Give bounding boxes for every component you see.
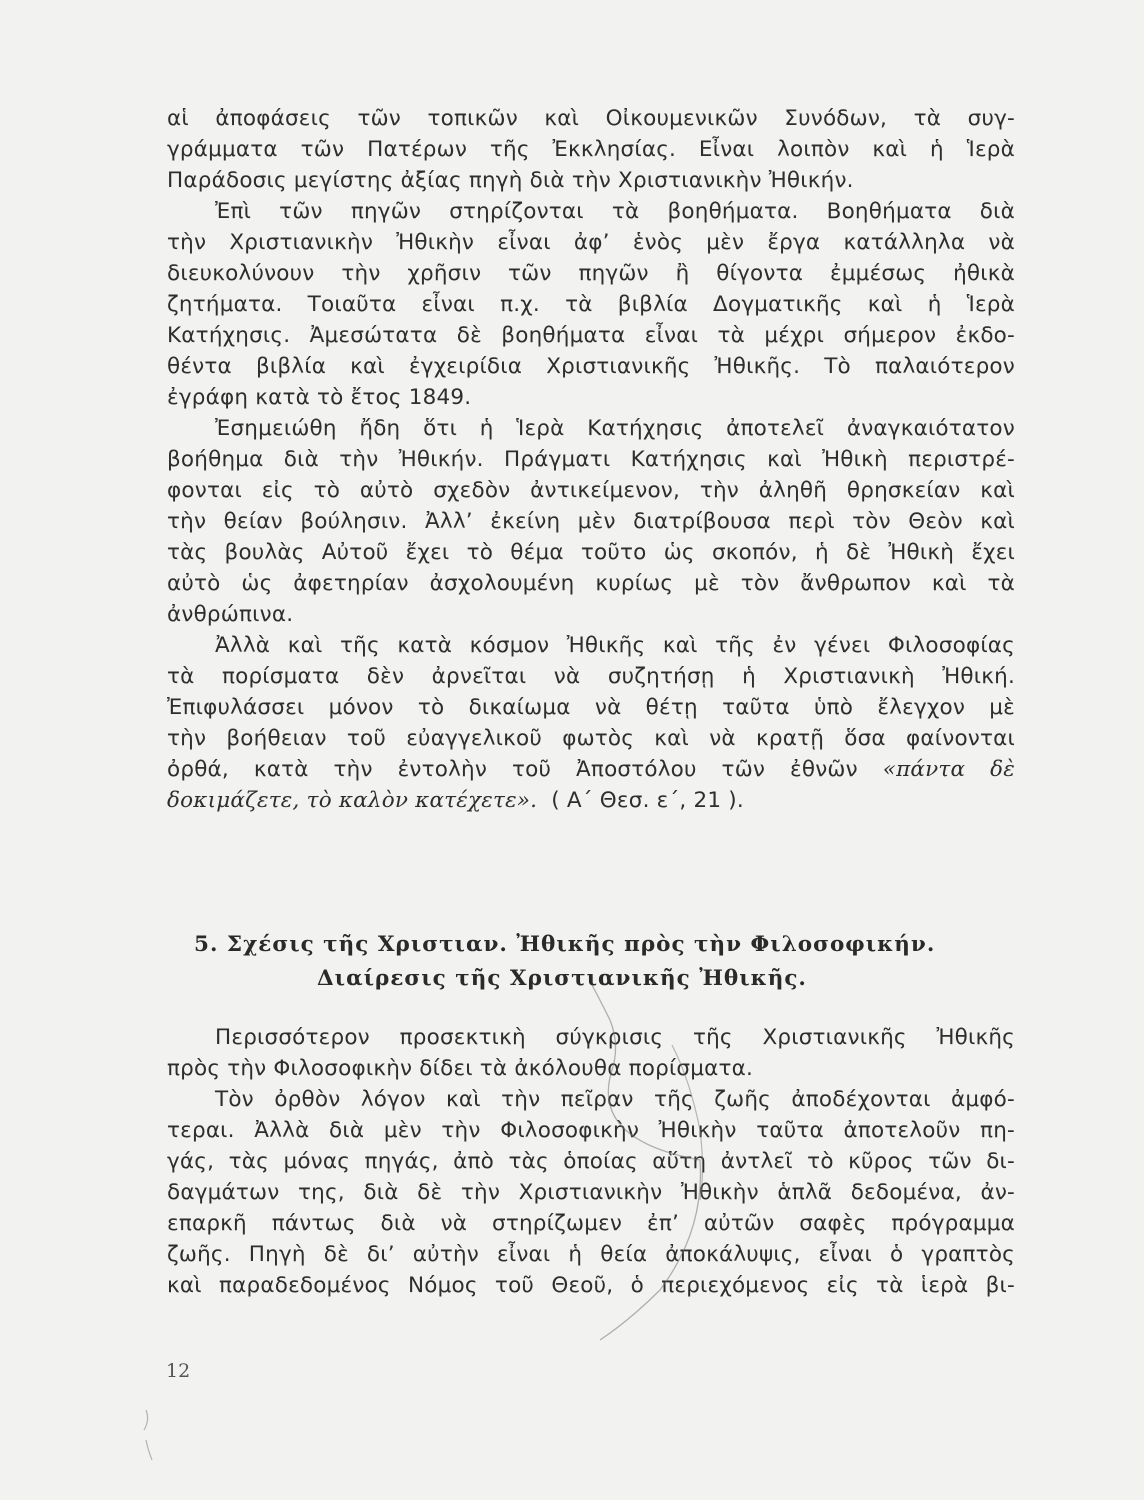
text-line: τὰς βουλὰς Αὐτοῦ ἔχει τὸ θέμα τοῦτο ὡς σκοπόν, ἡ δὲ Ἠθικὴ ἔχει: [167, 540, 1015, 565]
text-line: επαρκῆ πάντως διὰ νὰ στηρίζωμεν ἐπ’ αὐτῶν σαφὲς πρόγραμμα: [167, 1211, 1015, 1236]
text-line: καὶ παραδεδομένος Νόμος τοῦ Θεοῦ, ὁ περιεχόμενος εἰς τὰ ἱερὰ βι-: [167, 1273, 1015, 1298]
text-line: δαγμάτων της, διὰ δὲ τὴν Χριστιανικὴν Ἠθικὴν ἁπλᾶ δεδομένα, ἀν-: [167, 1180, 1015, 1205]
scripture-quote-start: «πάντα δὲ: [882, 757, 1015, 782]
paragraph-start-line: Τὸν ὀρθὸν λόγον καὶ τὴν πεῖραν τῆς ζωῆς ἀποδέχονται ἀμφό-: [215, 1087, 1015, 1112]
body-text-block-1: [167, 103, 1015, 816]
text-line: ἐγράφη κατὰ τὸ ἔτος 1849.: [167, 385, 472, 410]
text-line: τὴν θείαν βούλησιν. Ἀλλ’ ἐκείνη μὲν διατρίβουσα περὶ τὸν Θεὸν καὶ: [167, 509, 1015, 534]
text-line: Ἐπιφυλάσσει μόνον τὸ δικαίωμα νὰ θέτῃ ταῦτα ὑπὸ ἔλεγχον μὲ: [167, 695, 1015, 720]
text-line: ἀνθρώπινα.: [167, 602, 294, 627]
section-heading-line-2: Διαίρεσις τῆς Χριστιανικῆς Ἠθικῆς.: [317, 966, 807, 991]
text-line-with-quote: [167, 754, 1015, 785]
text-line: διευκολύνουν τὴν χρῆσιν τῶν πηγῶν ἢ θίγοντα ἐμμέσως ἠθικὰ: [167, 261, 1015, 286]
text-line: φονται εἰς τὸ αὐτὸ σχεδὸν ἀντικείμενον, τὴν ἀληθῆ θρησκείαν καὶ: [167, 478, 1015, 503]
text-line: Παράδοσις μεγίστης ἀξίας πηγὴ διὰ τὴν Χριστιανικὴν Ἠθικήν.: [167, 168, 854, 193]
paragraph-start-line: Ἐπὶ τῶν πηγῶν στηρίζονται τὰ βοηθήματα. Βοηθήματα διὰ: [215, 199, 1015, 224]
paragraph-start-line: Ἀλλὰ καὶ τῆς κατὰ κόσμον Ἠθικῆς καὶ τῆς ἐν γένει Φιλοσοφίας: [215, 633, 1015, 658]
text-line: τὰ πορίσματα δὲν ἀρνεῖται νὰ συζητήσῃ ἡ Χριστιανικὴ Ἠθική.: [167, 664, 1015, 689]
body-text-block-2: [167, 1022, 1015, 1301]
text-line: τὴν βοήθειαν τοῦ εὐαγγελικοῦ φωτὸς καὶ νὰ κρατῇ ὅσα φαίνονται: [167, 726, 1015, 751]
text-line: βοήθημα διὰ τὴν Ἠθικήν. Πράγματι Κατήχησις καὶ Ἠθικὴ περιστρέ-: [167, 447, 1015, 472]
text-segment: ὀρθά, κατὰ τὴν ἐντολὴν τοῦ Ἀποστόλου τῶν ἐθνῶν: [167, 757, 858, 782]
paragraph-start-line: Περισσότερον προσεκτικὴ σύγκρισις τῆς Χριστιανικῆς Ἠθικῆς: [215, 1025, 1015, 1050]
text-line: τεραι. Ἀλλὰ διὰ μὲν τὴν Φιλοσοφικὴν Ἠθικὴν ταῦτα ἀποτελοῦν πη-: [167, 1118, 1015, 1143]
text-line: γάς, τὰς μόνας πηγάς, ἀπὸ τὰς ὁποίας αὕτη ἀντλεῖ τὸ κῦρος τῶν δι-: [167, 1149, 1015, 1174]
paragraph-start-line: Ἐσημειώθη ἤδη ὅτι ἡ Ἱερὰ Κατήχησις ἀποτελεῖ ἀναγκαιότατον: [215, 416, 1015, 441]
text-line: πρὸς τὴν Φιλοσοφικὴν δίδει τὰ ἀκόλουθα πορίσματα.: [167, 1056, 754, 1081]
text-line: θέντα βιβλία καὶ ἐγχειρίδια Χριστιανικῆς Ἠθικῆς. Τὸ παλαιότερον: [167, 354, 1015, 379]
text-line: ζωῆς. Πηγὴ δὲ δι’ αὐτὴν εἶναι ἡ θεία ἀποκάλυψις, εἶναι ὁ γραπτὸς: [167, 1242, 1015, 1267]
text-line: ζητήματα. Τοιαῦτα εἶναι π.χ. τὰ βιβλία Δογματικῆς καὶ ἡ Ἱερὰ: [167, 292, 1015, 317]
scripture-quote-end: δοκιμάζετε, τὸ καλὸν κατέχετε».: [167, 788, 538, 813]
text-line: αἱ ἀποφάσεις τῶν τοπικῶν καὶ Οἰκουμενικῶν Συνόδων, τὰ συγ-: [167, 106, 1015, 131]
pencil-stroke: [146, 1440, 152, 1460]
text-line: γράμματα τῶν Πατέρων τῆς Ἐκκλησίας. Εἶναι λοιπὸν καὶ ἡ Ἱερὰ: [167, 137, 1015, 162]
text-line: τὴν Χριστιανικὴν Ἠθικὴν εἶναι ἀφ’ ἑνὸς μὲν ἔργα κατάλληλα νὰ: [167, 230, 1015, 255]
text-line: αὐτὸ ὡς ἀφετηρίαν ἀσχολουμένη κυρίως μὲ τὸν ἄνθρωπον καὶ τὰ: [167, 571, 1015, 596]
quote-line: [167, 785, 1015, 816]
page-number: 12: [166, 1360, 191, 1382]
section-heading-line-1: 5. Σχέσις τῆς Χριστιαν. Ἠθικῆς πρὸς τὴν Φιλοσοφικήν.: [194, 932, 936, 957]
pencil-stroke: [144, 1410, 148, 1430]
section-heading: [194, 928, 994, 996]
scripture-citation: ( Α΄ Θεσ. ε΄, 21 ).: [551, 788, 744, 813]
text-line: Κατήχησις. Ἀμεσώτατα δὲ βοηθήματα εἶναι τὰ μέχρι σήμερον ἐκδο-: [167, 323, 1015, 348]
